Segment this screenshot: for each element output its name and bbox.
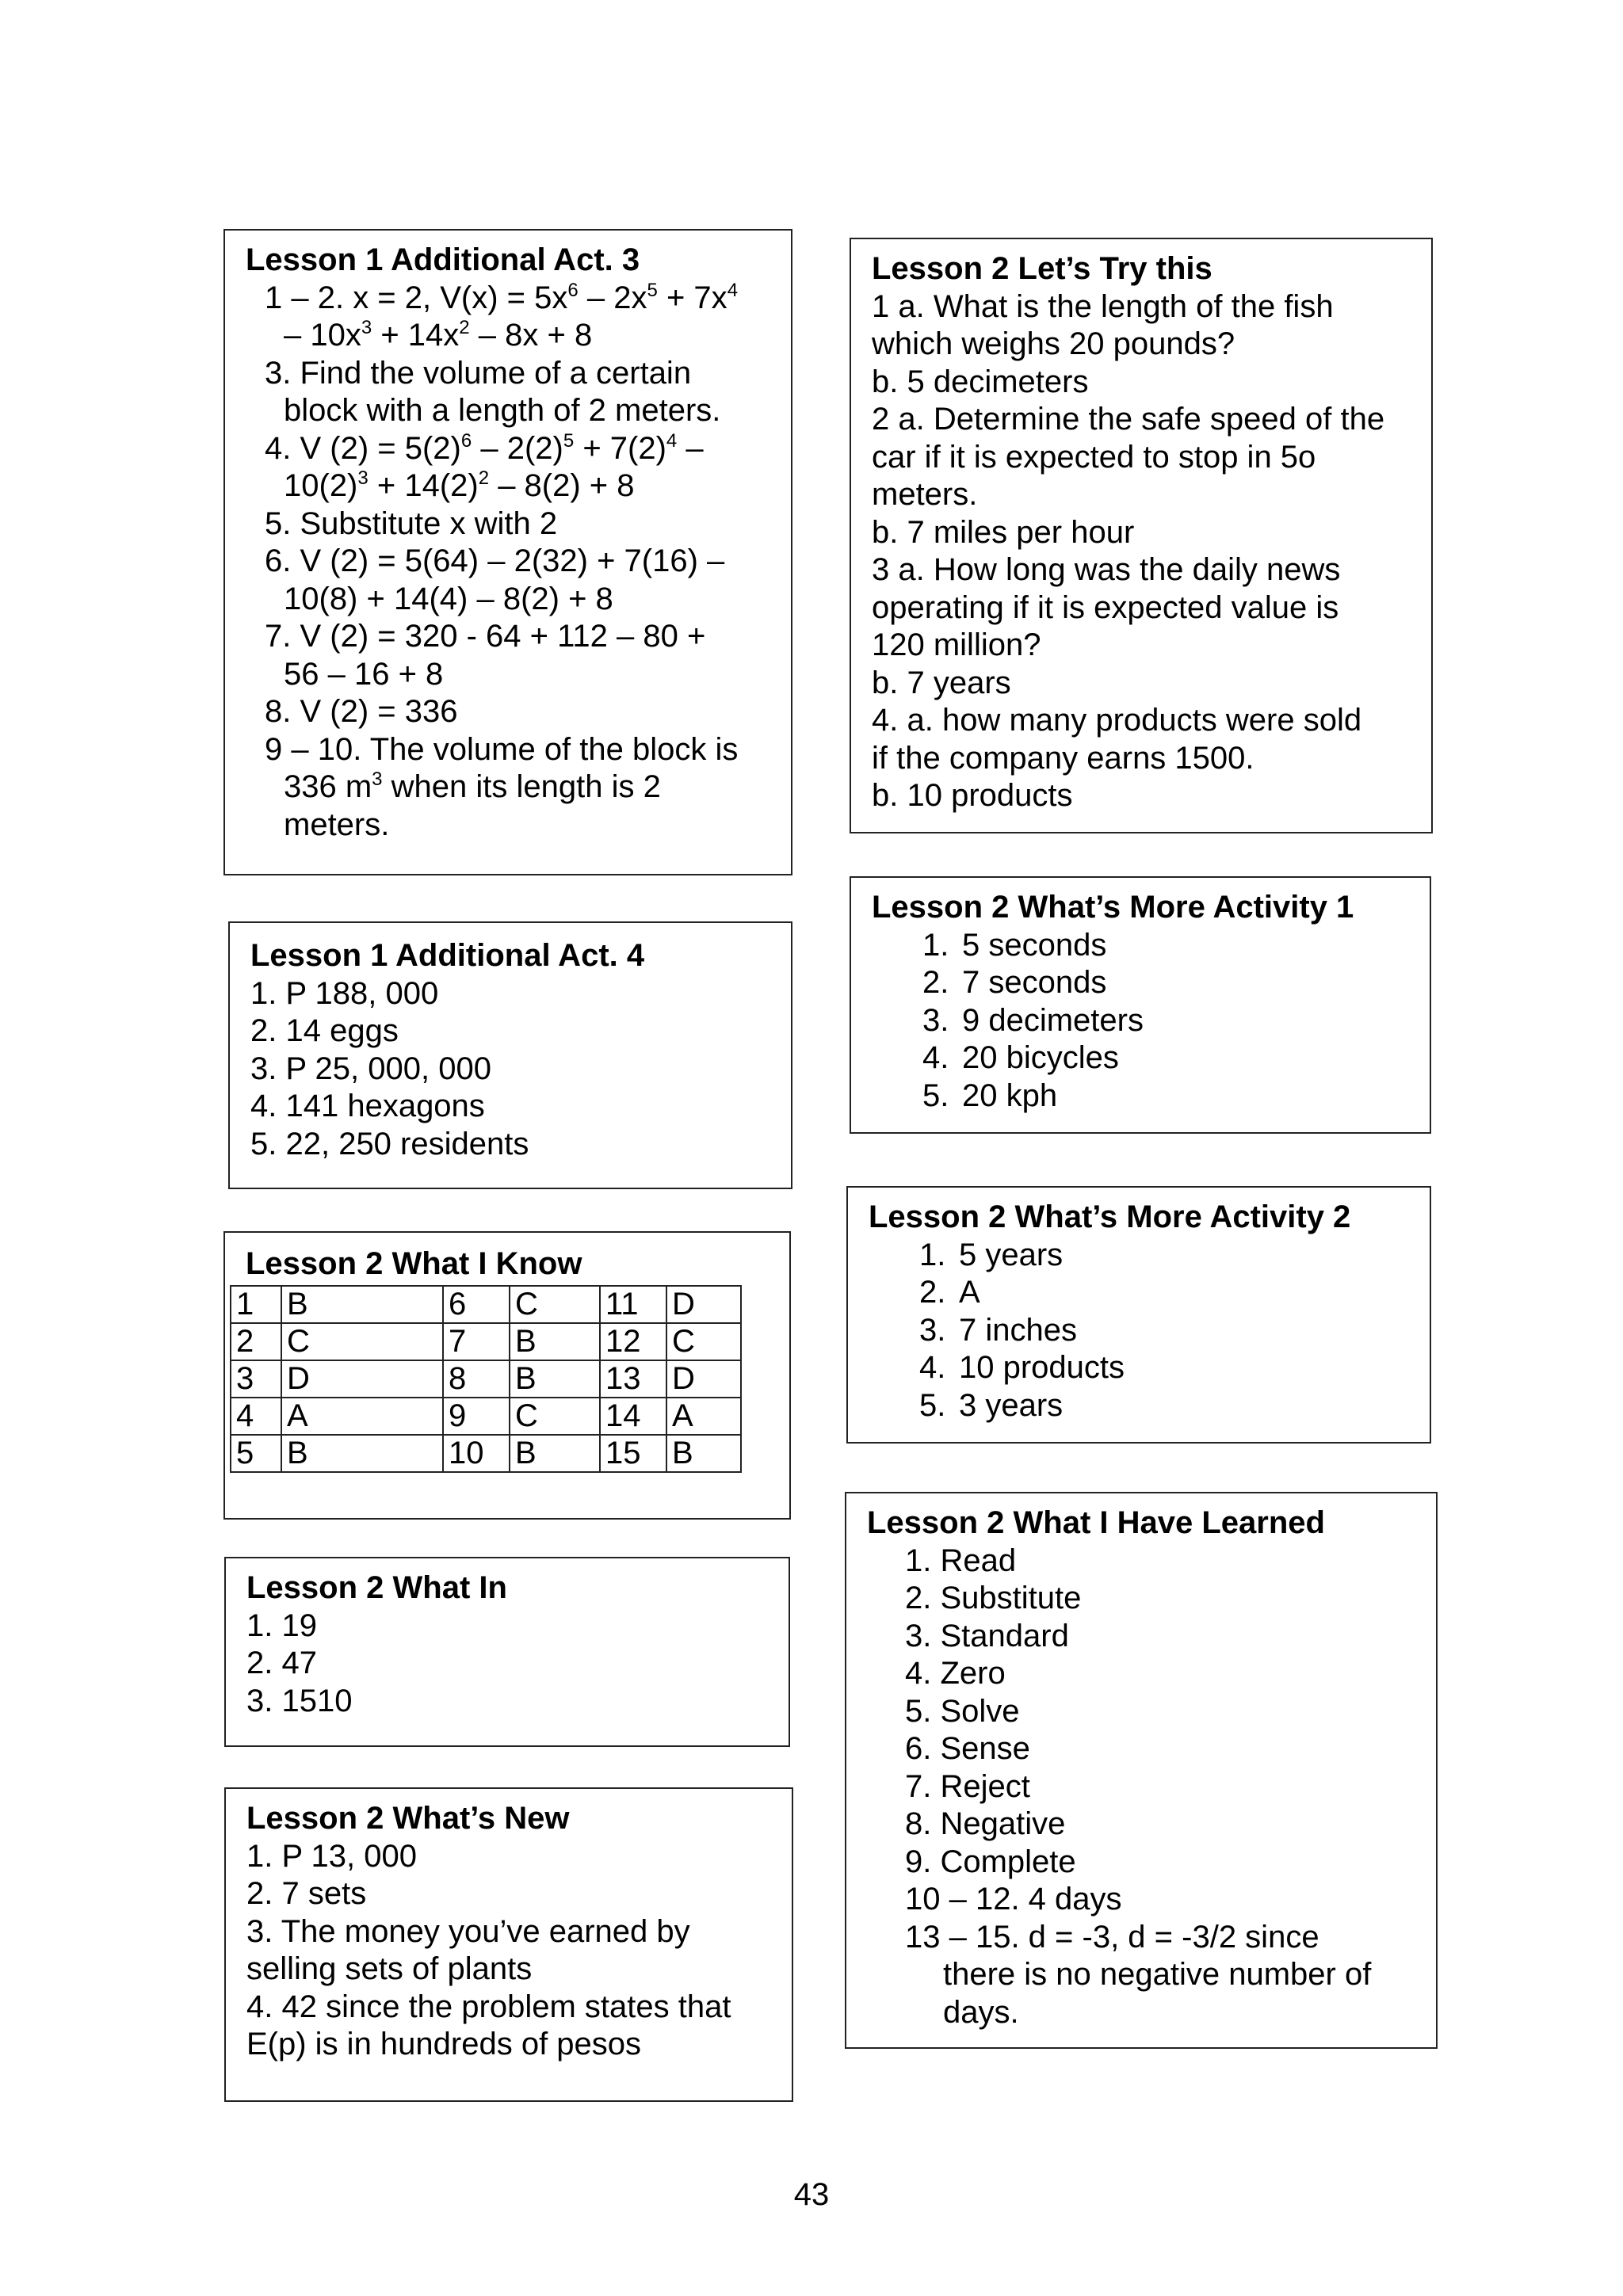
list-item: 6. Sense [905,1731,1030,1766]
list-item: 2. A [919,1275,980,1310]
box-lesson2-whats-more-1 [850,876,1431,1134]
list-item: 5. 22, 250 residents [250,1126,529,1161]
table-cell: 12 [600,1323,666,1360]
box-title: Lesson 1 Additional Act. 4 [250,938,645,973]
answer-line: $10(2)^3 + 14(2)^2 - 8(2) + 8$ [284,467,635,503]
table-cell: 5 [231,1435,281,1472]
table-cell: 11 [600,1286,666,1323]
table-row [231,1286,741,1323]
table-cell: 14 [600,1398,666,1435]
list-item: b. 5 decimeters [872,364,1089,399]
list-item: 2. 47 [246,1646,317,1680]
list-item-continuation: there is no negative number of [943,1957,1372,1992]
answer-key-table [230,1285,742,1473]
list-item: 1. 5 seconds [922,927,1107,963]
list-item: 120 million? [872,627,1041,662]
table-cell: B [281,1286,443,1323]
answer-line: 4. V $(2) = 5(2)^6 - 2(2)^5 + 7(2)^4$ – [265,429,704,466]
box-lesson2-whats-new [224,1787,793,2102]
list-item: 3. P 25, 000, 000 [250,1051,491,1086]
table-cell: D [666,1286,741,1323]
list-item: 7. Reject [905,1768,1030,1804]
table-cell: B [281,1435,443,1472]
list-item: 2. 7 seconds [922,965,1107,1000]
list-item: 13 – 15. d = -3, d = -3/2 since [905,1919,1319,1955]
answer-line: 9 – 10. The volume of the block is [265,731,739,767]
answer-line: 10(8) + 14(4) – 8(2) + 8 [284,581,613,616]
box-lesson2-what-in [224,1557,790,1747]
list-item: 2 a. Determine the safe speed of the [872,402,1385,437]
answer-line: – $10x^3 + 14x^2 - 8x + 8$ [284,317,593,353]
list-item: which weighs 20 pounds? [872,326,1235,361]
box-title: Lesson 2 What I Know [246,1246,582,1281]
list-item-continuation: days. [943,1994,1019,2030]
table-cell: 3 [231,1360,281,1398]
list-item: 2. Substitute [905,1581,1082,1615]
table-cell: B [510,1360,600,1398]
box-lesson2-lets-try-this [850,238,1433,833]
table-cell: C [510,1286,600,1323]
table-cell: B [510,1323,600,1360]
list-item: b. 10 products [872,778,1073,813]
list-item: b. 7 miles per hour [872,514,1135,550]
list-item: 9. Complete [905,1844,1076,1879]
list-item: 1. 19 [246,1608,317,1643]
box-lesson2-what-i-have-learned [845,1492,1438,2049]
box-title: Lesson 2 What’s New [246,1801,570,1836]
table-cell: 1 [231,1286,281,1323]
box-title: Lesson 1 Additional Act. 3 [246,242,640,277]
box-title: Lesson 2 Let’s Try this [872,251,1212,286]
answer-line: 7. V (2) = 320 - 64 + 112 – 80 + [265,619,706,654]
box-lesson1-act4 [228,921,792,1189]
list-item: 3. The money you’ve earned by [246,1913,690,1949]
list-item: 10 – 12. 4 days [905,1882,1122,1917]
answer-line: block with a length of 2 meters. [284,393,721,428]
answer-line: 3. Find the volume of a certain [265,355,692,391]
table-cell: 15 [600,1435,666,1472]
list-item: E(p) is in hundreds of pesos [246,2027,642,2061]
answer-line: 8. V (2) = 336 [265,694,458,729]
box-title: Lesson 2 What’s More Activity 2 [869,1199,1351,1234]
table-cell: 6 [443,1286,510,1323]
table-cell: A [666,1398,741,1435]
list-item: 2. 14 eggs [250,1013,399,1048]
table-cell: D [281,1360,443,1398]
answer-list [872,927,1411,1116]
answer-line: 56 – 16 + 8 [284,656,444,692]
answer-line: 6. V (2) = 5(64) – 2(32) + 7(16) – [265,543,725,578]
table-row [231,1398,741,1435]
box-title: Lesson 2 What’s More Activity 1 [872,890,1354,925]
table-cell: 4 [231,1398,281,1435]
box-lesson2-whats-more-2 [846,1186,1431,1444]
list-item: 5. 3 years [919,1387,1064,1423]
list-item: 5. Solve [905,1693,1020,1729]
list-item: 4. 20 bicycles [922,1040,1119,1075]
list-item: 1. P 188, 000 [250,975,439,1011]
answer-line: 336 $m^3$ when its length is 2 [284,769,661,804]
list-item: 4. 141 hexagons [250,1089,485,1123]
answer-list [869,1237,1411,1425]
table-cell: 13 [600,1360,666,1398]
box-title: Lesson 2 What I Have Learned [867,1505,1325,1540]
answer-line: meters. [284,807,390,842]
answer-line: 1 – 2. x = 2, $V(x) = 5x^6 - 2x^5 + 7x^4$ [265,279,739,315]
list-item: 4. 10 products [919,1350,1125,1385]
list-item: 5. 20 kph [922,1077,1058,1113]
list-item: 4. 42 since the problem states that [246,1989,731,2024]
list-item: meters. [872,477,978,512]
table-row [231,1435,741,1472]
table-cell: D [666,1360,741,1398]
answer-line: 5. Substitute x with 2 [265,505,558,541]
table-cell: 10 [443,1435,510,1472]
list-item: 4. Zero [905,1656,1006,1691]
list-item: 1 a. What is the length of the fish [872,288,1334,324]
list-item: 1. P 13, 000 [246,1838,417,1874]
list-item: 2. 7 sets [246,1876,367,1911]
table-cell: B [666,1435,741,1472]
box-lesson1-act3 [223,229,792,875]
list-item: 8. Negative [905,1806,1066,1841]
table-cell: 7 [443,1323,510,1360]
table-row [231,1323,741,1360]
table-cell: C [666,1323,741,1360]
table-cell: B [510,1435,600,1472]
list-item: 1. 5 years [919,1237,1064,1272]
list-item: if the company earns 1500. [872,740,1254,776]
page-number: 43 [793,2177,830,2212]
table-row [231,1360,741,1398]
list-item: 3. Standard [905,1618,1069,1653]
list-item: 3. 7 inches [919,1312,1077,1348]
list-item: 3. 9 decimeters [922,1002,1144,1038]
table-cell: 2 [231,1323,281,1360]
list-item: car if it is expected to stop in 5o [872,439,1316,475]
table-cell: C [281,1323,443,1360]
table-cell: 9 [443,1398,510,1435]
list-item: 3 a. How long was the daily news [872,552,1341,587]
table-cell: A [281,1398,443,1435]
list-item: 4. a. how many products were sold [872,703,1362,738]
list-item: 1. Read [905,1543,1017,1578]
list-item: 3. 1510 [246,1683,353,1718]
table-cell: 8 [443,1360,510,1398]
list-item: b. 7 years [872,665,1011,700]
list-item: operating if it is expected value is [872,589,1339,625]
table-cell: C [510,1398,600,1435]
box-title: Lesson 2 What In [246,1570,507,1605]
list-item: selling sets of plants [246,1951,533,1986]
box-lesson2-what-i-know [223,1231,791,1520]
